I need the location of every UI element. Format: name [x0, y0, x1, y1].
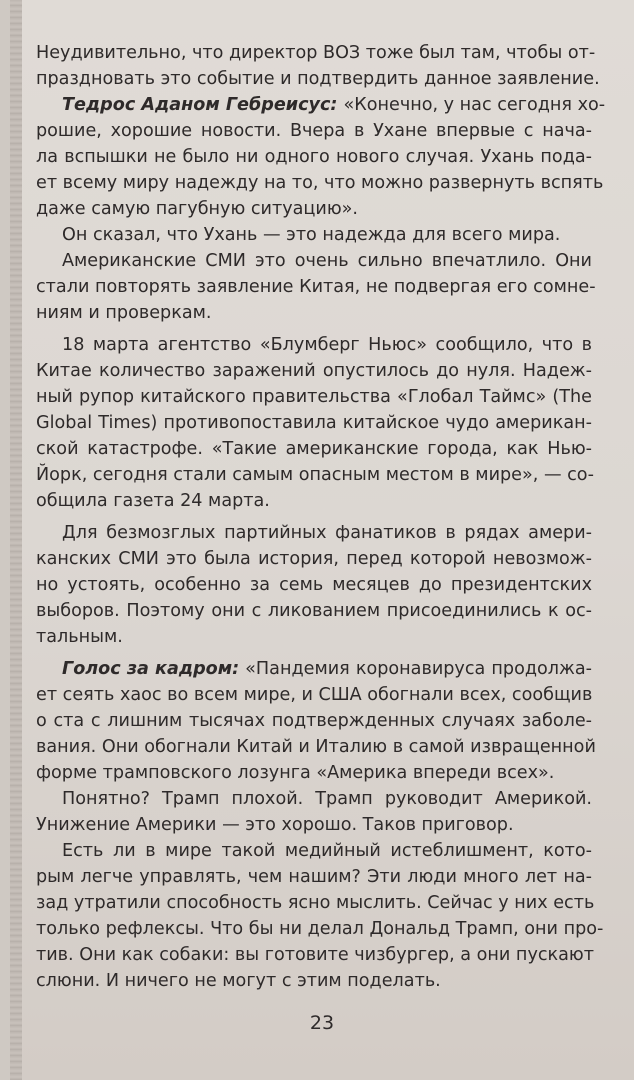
text-line	[36, 968, 592, 994]
line-text: ниям и проверкам.	[36, 303, 212, 323]
line-text: только рефлексы. Что бы ни делал Дональд Трамп, они про-	[36, 919, 604, 939]
line-text: рым легче управлять, чем нашим? Эти люди много лет на-	[36, 867, 592, 887]
text-line	[36, 838, 592, 864]
line-text: ской катастрофе. «Такие американские города, как Нью-	[36, 439, 592, 459]
text-line	[36, 384, 592, 410]
line-text: стали повторять заявление Китая, не подвергая его сомне-	[36, 277, 596, 297]
line-text: Китае количество заражений опустилось до нуля. Надеж-	[36, 361, 592, 381]
text-line	[36, 890, 595, 916]
line-text: ный рупор китайского правительства «Глобал Таймс» (The	[36, 387, 592, 407]
line-text: праздновать это событие и подтвердить данное заявление.	[36, 69, 600, 89]
text-line	[36, 520, 592, 546]
line-text: Global Times) противопоставила китайское чудо американ-	[36, 413, 592, 433]
line-text: но устоять, особенно за семь месяцев до президентских	[36, 575, 592, 595]
text-line	[36, 786, 592, 812]
line-text: слюни. И ничего не могут с этим поделать.	[36, 971, 441, 991]
line-text: Для безмозглых партийных фанатиков в рядах амери-	[62, 523, 592, 543]
text-line	[36, 546, 592, 572]
line-text: канских СМИ это была история, перед которой невозмож-	[36, 549, 592, 569]
line-text: «Пандемия коронавируса продолжа-	[245, 659, 592, 679]
line-text: даже самую пагубную ситуацию».	[36, 199, 358, 219]
text-line	[36, 358, 592, 384]
line-text: Есть ли в мире такой медийный истеблишмент, кото-	[62, 841, 592, 861]
line-text: Американские СМИ это очень сильно впечатлило. Они	[62, 251, 592, 271]
text-line	[36, 488, 592, 514]
text-line	[36, 144, 592, 170]
line-text: общила газета 24 марта.	[36, 491, 270, 511]
page-number: 23	[309, 1012, 335, 1034]
text-line	[36, 196, 592, 222]
line-text: Он сказал, что Ухань — это надежда для всего мира.	[62, 225, 561, 245]
text-line	[36, 572, 592, 598]
line-text: тив. Они как собаки: вы готовите чизбургер, а они пускают	[36, 945, 594, 965]
text-line	[36, 300, 592, 326]
text-line	[36, 118, 592, 144]
line-text: форме трамповского лозунга «Америка впереди всех».	[36, 763, 555, 783]
text-line	[36, 170, 604, 196]
book-page	[10, 0, 634, 1080]
line-text: Йорк, сегодня стали самым опасным местом в мире», — со-	[36, 465, 594, 485]
text-line	[36, 598, 592, 624]
line-text: Неудивительно, что директор ВОЗ тоже был там, чтобы от-	[36, 43, 596, 63]
line-text: выборов. Поэтому они с ликованием присоединились к ос-	[36, 601, 592, 621]
line-text: Унижение Америки — это хорошо. Таков приговор.	[36, 815, 514, 835]
line-text: вания. Они обогнали Китай и Италию в самой извращенной	[36, 737, 596, 757]
line-text: ет всему миру надежду на то, что можно развернуть вспять	[36, 173, 604, 193]
text-line	[36, 864, 592, 890]
text-line	[36, 436, 592, 462]
text-line	[36, 656, 592, 682]
line-text: 18 марта агентство «Блумберг Ньюс» сообщило, что в	[62, 335, 592, 355]
text-line	[36, 274, 596, 300]
line-text: Понятно? Трамп плохой. Трамп руководит Америкой.	[62, 789, 592, 809]
text-line	[36, 248, 592, 274]
text-line	[36, 462, 592, 488]
line-text: ла вспышки не было ни одного нового случая. Ухань пода-	[36, 147, 592, 167]
text-line	[36, 760, 592, 786]
body-text	[36, 40, 606, 994]
text-line	[36, 734, 596, 760]
line-text: «Конечно, у нас сегодня хо-	[343, 95, 606, 115]
text-line	[36, 40, 596, 66]
text-line	[36, 708, 592, 734]
text-line	[36, 92, 606, 118]
text-line	[36, 66, 600, 92]
line-text: о ста с лишним тысячах подтвержденных случаях заболе-	[36, 711, 592, 731]
line-text: зад утратили способность ясно мыслить. Сейчас у них есть	[36, 893, 595, 913]
text-line	[36, 812, 592, 838]
text-line	[36, 916, 604, 942]
text-line	[36, 682, 592, 708]
line-text: тальным.	[36, 627, 123, 647]
text-line	[36, 222, 592, 248]
page-edges	[10, 0, 22, 1080]
line-text: рошие, хорошие новости. Вчера в Ухане впервые с нача-	[36, 121, 592, 141]
speaker-name: Тедрос Аданом Гебреисус:	[62, 95, 338, 115]
text-line	[36, 942, 592, 968]
speaker-name: Голос за кадром:	[62, 659, 240, 679]
text-line	[36, 624, 592, 650]
text-line	[36, 332, 592, 358]
text-line	[36, 410, 592, 436]
line-text: ет сеять хаос во всем мире, и США обогнали всех, сообщив	[36, 685, 593, 705]
